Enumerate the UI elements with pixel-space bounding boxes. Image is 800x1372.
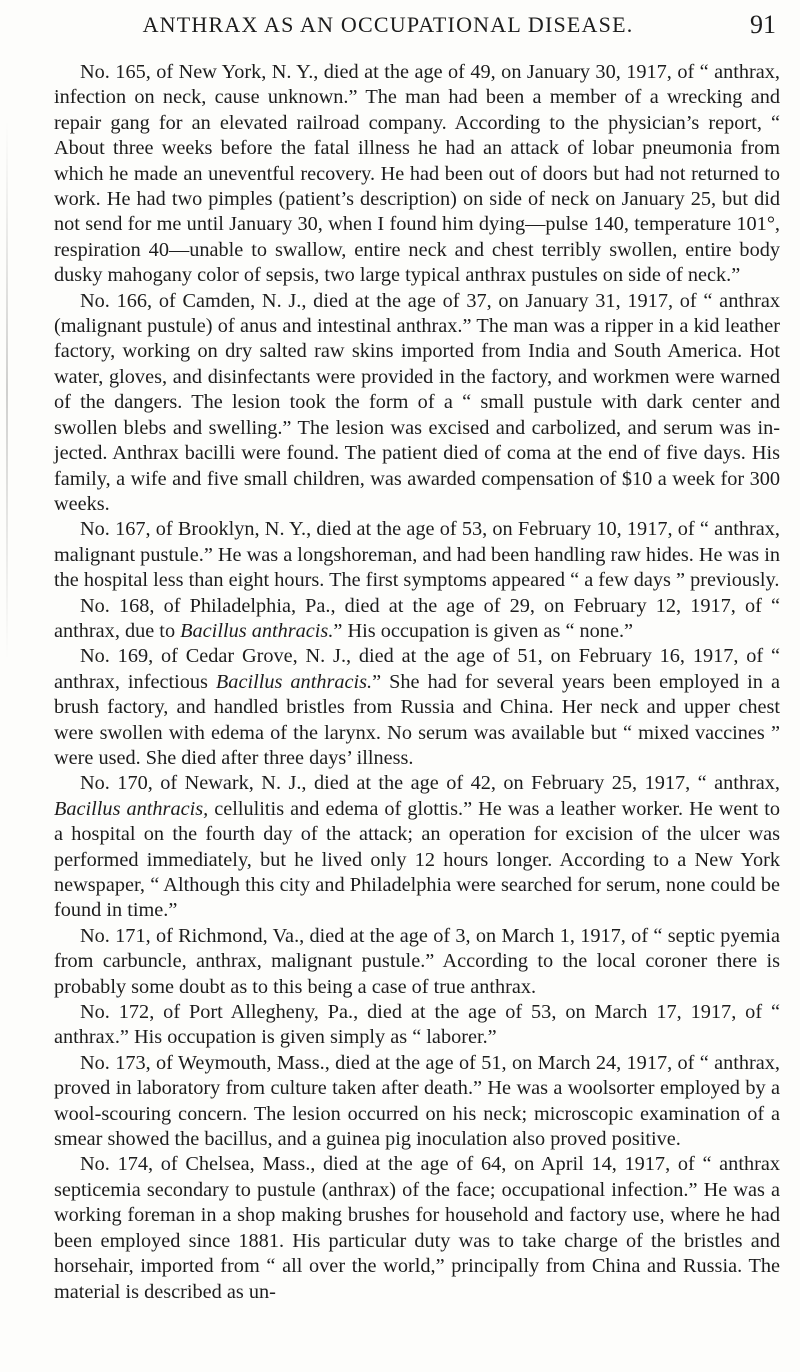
paragraph-case-170 — [54, 771, 780, 923]
paragraph-text: No. 170, of Newark, N. J., died at the age of 42, on February 25, 1917, “ anthrax, — [80, 772, 780, 795]
paragraph-text: No. 173, of Weymouth, Mass., died at the age of 51, on March 24, 1917, of “ anthrax, proved in laboratory from culture taken after death.” He was a woolsorter employed by a wool-scouring concern. The lesion occurred on his neck; microscopic examination of a smear showed the bacillus, and a guinea pig inoculation also proved positive. — [54, 1051, 780, 1151]
paragraph-case-172 — [54, 1000, 780, 1051]
paragraph-text: No. 168, of Philadelphia, Pa., died at the age of 29, on February 12, 1917, of “ anthrax, due to — [54, 594, 780, 642]
paragraph-case-173 — [54, 1051, 780, 1153]
species-name: Bacillus anthracis. — [215, 670, 373, 693]
paragraph-case-166 — [54, 289, 780, 518]
paragraph-text: No. 172, of Port Allegheny, Pa., died at the age of 53, on March 17, 1917, of “ anthrax.” His occupation is given simply as “ laborer.” — [54, 1001, 780, 1049]
paragraph-text: No. 171, of Richmond, Va., died at the age of 3, on March 1, 1917, of “ septic pyemia from carbuncle, anthrax, malignant pustule.” According to the local coroner there is probably some doubt as to this being a case of true anthrax. — [54, 924, 780, 998]
paragraph-case-174 — [54, 1152, 780, 1304]
paragraph-text: ” She had for several years been employed in a brush factory, and handled bristles from Russia and China. Her neck and upper chest were swollen with edema of the larynx. No serum was available but “ mixed vaccines ” were used. She died after three days’ illness. — [54, 670, 780, 769]
paragraph-text: No. 174, of Chelsea, Mass., died at the age of 64, on April 14, 1917, of “ anthrax septicemia secondary to pustule (anthrax) of the face; occupational infection.” He was a working foreman in a shop making brushes for household and factory use, where he had been employed since 1881. His particular duty was to take charge of the bristles and horsehair, imported from “ all over the world,” principally from China and Russia. The material is described as un- — [54, 1153, 780, 1303]
paragraph-case-168 — [54, 594, 780, 645]
paragraph-text: cellulitis and edema of glottis.” He was a leather worker. He went to a hospital on the fourth day of the attack; an operation for excision of the ulcer was performed immediately, but he lived only 12 hours longer. According to a New York newspaper, “ Although this city and Philadelphia were searched for serum, none could be found in time.” — [54, 797, 780, 922]
species-name: Bacillus anthracis, — [54, 797, 209, 820]
paragraph-text: No. 165, of New York, N. Y., died at the age of 49, on January 30, 1917, of “ anthrax, infection on neck, cause unknown.” The man had been a member of a wrecking and repair gang for an elevated railroad company. According to the physician’s report, “ About three weeks before the fatal illness he had an attack of lobar pneumonia from which he made an uneventful recovery. He had been out of doors but had not returned to work. He had two pimples (patient’s description) on side of neck on January 25, but did not send for me until January 30, when I found him dying—pulse 140, temperature 101°, respiration 40—unable to swallow, entire neck and chest terribly swollen, entire body dusky mahogany color of sepsis, two large typical anthrax pustules on side of neck.” — [54, 61, 780, 287]
species-name: Bacillus anthracis. — [180, 619, 334, 642]
page-number: 91 — [750, 10, 776, 39]
body-text — [54, 60, 780, 1305]
paragraph-case-167 — [54, 517, 780, 593]
paragraph-text: No. 166, of Camden, N. J., died at the age of 37, on January 31, 1917, of “ anthrax (malignant pustule) of anus and intestinal anthrax.” The man was a ripper in a kid leather factory, working on dry salted raw skins imported from India and South America. Hot water, gloves, and disinfectants were provided in the factory, and workmen were warned of the dangers. The lesion took the form of a “ small pustule with dark center and swollen blebs and swelling.” The lesion was excised and carbolized, and serum was injected. Anthrax bacilli were found. The patient died of coma at the end of five days. His family, a wife and five small children, was awarded compensation of $10 a week for 300 weeks. — [54, 289, 780, 515]
running-head: ANTHRAX AS AN OCCUPATIONAL DISEASE. — [142, 12, 634, 37]
paragraph-case-165 — [54, 60, 780, 289]
page-header — [60, 12, 776, 52]
paragraph-case-169 — [54, 644, 780, 771]
paragraph-text: No. 167, of Brooklyn, N. Y., died at the age of 53, on February 10, 1917, of “ anthrax, malignant pustule.” He was a longshoreman, and had been handling raw hides. He was in the hospital less than eight hours. The first symptoms appeared “ a few days ” previously. — [54, 518, 780, 592]
binding-shadow — [6, 120, 8, 660]
paragraph-text: No. 169, of Cedar Grove, N. J., died at the age of 51, on February 16, 1917, of “ anthrax, infectious — [54, 645, 780, 693]
paragraph-text: ” His occupation is given as “ none.” — [333, 619, 634, 642]
paragraph-case-171 — [54, 924, 780, 1000]
